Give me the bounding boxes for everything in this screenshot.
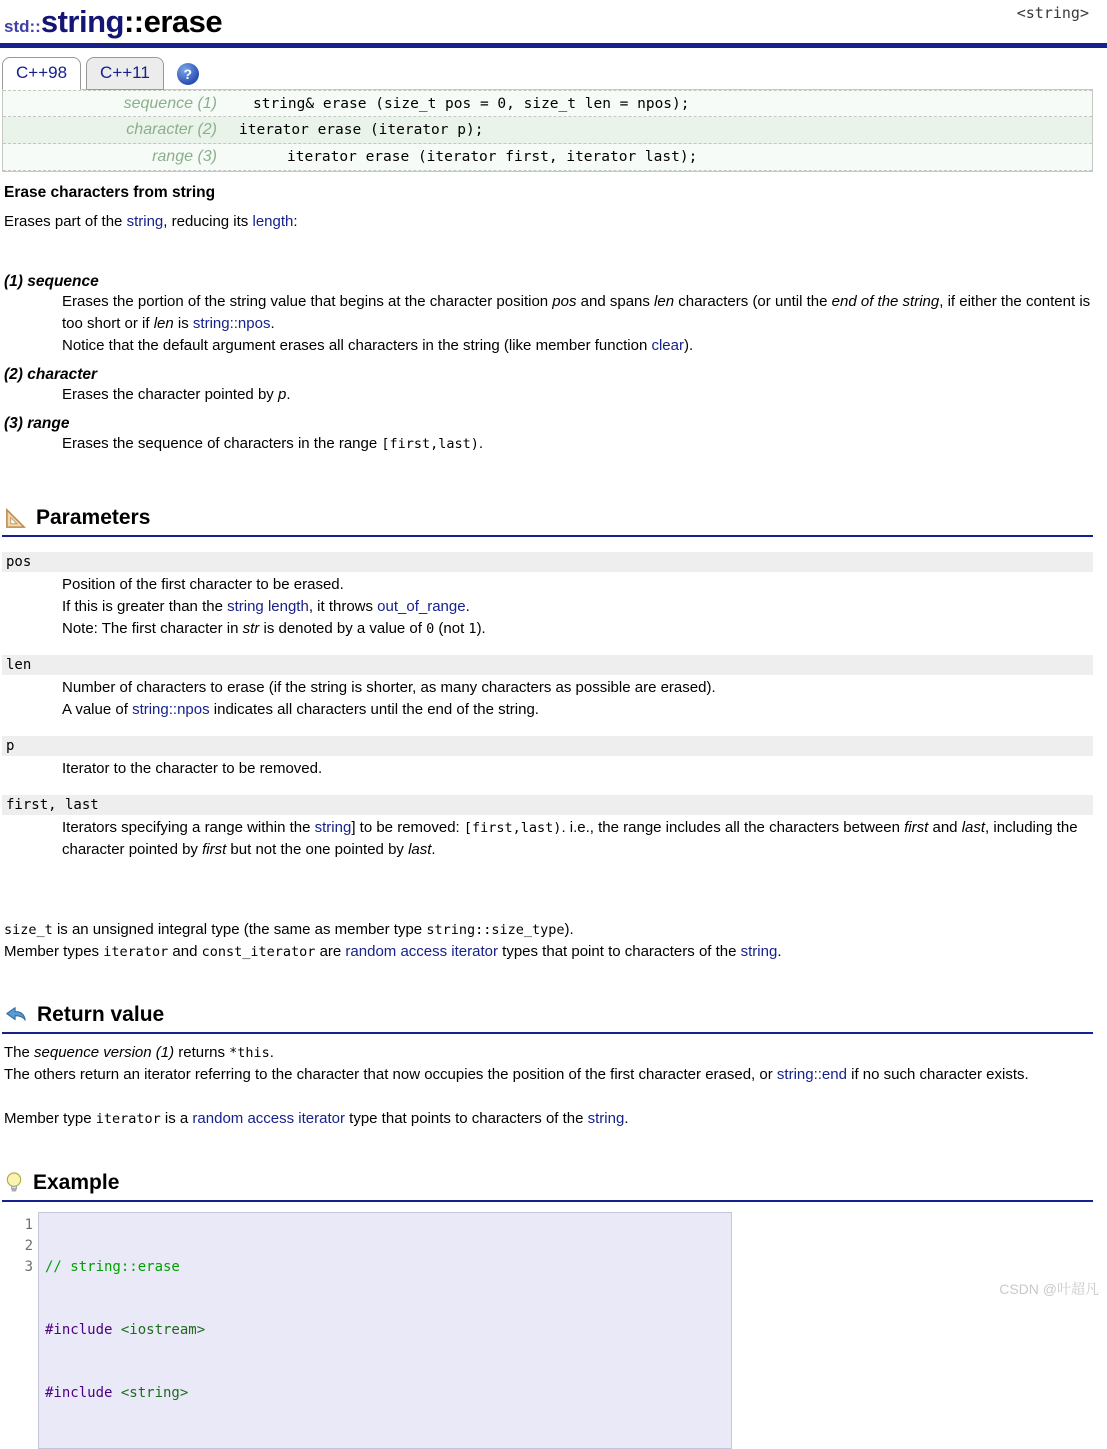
overload-body [62,433,1093,455]
inline-text: If this is greater than the [62,598,228,615]
csdn-watermark: CSDN @叶超凡 [999,1281,1099,1297]
overload-character [2,366,1093,406]
inline-text: but not the one pointed by [226,841,409,858]
inline-text: if no such character exists. [846,1066,1029,1083]
param-desc [62,677,1093,721]
inline-text: len [654,293,675,310]
inline-text: const_iterator [201,944,316,960]
inline-text: and spans [576,293,655,310]
inline-text: Erases part of the [4,213,127,230]
inline-text: 1 [468,621,477,637]
inline-text: Iterators specifying a range within the [62,819,315,836]
param-desc [62,758,1093,780]
param-desc-line [62,817,1093,861]
param-desc [62,574,1093,640]
declaration-box [2,89,1093,172]
inline-text: first [202,841,227,858]
inline-text: : [293,213,298,230]
line-number-gutter [2,1212,38,1449]
note-iterators [2,941,1093,963]
page-header [2,4,1093,40]
code-line [45,1320,725,1341]
code-line [45,1257,725,1278]
inline-text: first [904,819,929,836]
inline-text: p [277,386,287,403]
inline-text: last [961,819,986,836]
param-desc-line [62,618,1093,640]
declaration-label: sequence (1) [123,94,217,112]
overload-paragraph [62,335,1093,357]
inline-text: and [168,943,202,960]
inline-text: Member types [4,943,104,960]
inline-text: Position of the first character to be erased. [62,576,344,593]
inline-text: <iostream> [120,1322,206,1338]
overload-paragraph [62,433,1093,455]
inline-text: . [286,386,291,403]
parameter-list [2,552,1093,861]
inline-text: ). [683,337,694,354]
inline-link[interactable]: string::end [776,1066,847,1083]
inline-text: The others return an iterator referring to the character that now occupies the position of the first character erased, or [4,1066,777,1083]
inline-text: 0 [426,621,435,637]
inline-text: Notice that the default argument erases all characters in the string (like member function [62,337,652,354]
inline-text: <string> [120,1385,189,1401]
namespace-prefix: std:: [4,17,41,36]
inline-text: are [315,943,346,960]
section-title: Parameters [36,506,151,529]
inline-link[interactable]: out_of_range [377,598,466,615]
overload-sequence [2,273,1093,357]
inline-link[interactable]: string [126,213,164,230]
inline-text: Erases the portion of the string value that begins at the character position [62,293,553,310]
overload-range [2,415,1093,455]
parameters-heading [2,506,1093,537]
line-number: 3 [24,1259,33,1275]
inline-text: [first,last) [463,820,562,836]
param-desc-line [62,574,1093,596]
inline-text: . [624,1110,629,1127]
inline-text: #include [45,1322,121,1338]
inline-text: Erases the sequence of characters in the range [62,435,382,452]
inline-text: Erases the character pointed by [62,386,278,403]
declaration-row-sequence [3,90,1092,117]
param-name-len: len [2,655,1093,675]
overload-title: (1) sequence [4,273,99,290]
inline-text: Note: The first character in [62,620,243,637]
inline-text: end of the string [831,293,940,310]
header-divider [0,43,1107,48]
return-value-body [2,1042,1093,1130]
intro-paragraph [2,211,1093,233]
return-paragraph [2,1108,1093,1130]
return-paragraph [2,1042,1093,1064]
param-name-pos: pos [2,552,1093,572]
inline-text: , including the character pointed by [62,819,1078,858]
inline-link[interactable]: length [252,213,294,230]
example-code-block [2,1212,1093,1449]
inline-text: str [242,620,260,637]
inline-text: ). [564,921,574,938]
inline-text: sequence version (1) [34,1044,175,1061]
inline-link[interactable]: string [740,943,778,960]
version-tabs [2,53,1093,90]
declaration-code: iterator erase (iterator p); [239,122,484,138]
inline-text: . i.e., the range includes all the characters between [561,819,905,836]
inline-text: , if either the content is too short or if [62,293,1091,332]
tab-cpp11[interactable]: C++11 [86,57,164,90]
inline-link[interactable]: clear [651,337,684,354]
line-number: 1 [24,1217,33,1233]
line-number: 2 [24,1238,33,1254]
inline-text: type that points to characters of the [345,1110,588,1127]
inline-text: iterator [103,944,169,960]
overload-descriptions [2,273,1093,455]
inline-text: . [269,1044,274,1061]
param-desc-line [62,596,1093,618]
note-size-t [2,919,1093,941]
inline-text: size_t [4,922,53,938]
inline-link[interactable]: string length [227,598,309,615]
inline-text: Iterator to the character to be removed. [62,760,323,777]
inline-text: , reducing its [163,213,253,230]
inline-text: is [173,315,193,332]
blank-line [2,1086,1093,1108]
inline-text: string::size_type [426,922,565,938]
inline-text: . [465,598,470,615]
inline-text: , it throws [308,598,378,615]
page-title-member: ::erase [123,4,223,39]
example-heading [2,1171,1093,1202]
param-name-first-last: first, last [2,795,1093,815]
inline-text: . [478,435,484,452]
param-desc-line [62,699,1093,721]
code-box [38,1212,732,1449]
overload-title: (2) character [4,366,98,383]
declaration-label: range (3) [152,148,217,165]
inline-link[interactable]: string [314,819,352,836]
inline-text: iterator [95,1111,161,1127]
inline-text: pos [552,293,577,310]
declaration-row-range [3,144,1092,171]
param-desc-line [62,677,1093,699]
inline-text: is denoted by a value of [259,620,427,637]
inline-link[interactable]: string::npos [192,315,271,332]
inline-text: is a [160,1110,193,1127]
declaration-label: character (2) [126,121,217,138]
overload-title: (3) range [4,415,70,432]
inline-link[interactable]: string [587,1110,625,1127]
lightbulb-icon [4,1171,24,1195]
type-notes [2,919,1093,963]
declaration-code: iterator erase (iterator first, iterator last); [287,149,698,165]
inline-text: The [4,1044,35,1061]
inline-text: . [777,943,782,960]
inline-text: characters (or until the [674,293,832,310]
inline-text: [first,last) [381,436,479,452]
param-name-p: p [2,736,1093,756]
param-desc-line [62,758,1093,780]
overload-paragraph [62,291,1093,335]
section-title: Example [33,1171,120,1194]
tab-cpp98[interactable]: C++98 [2,57,81,90]
return-arrow-icon [4,1004,28,1026]
inline-text: and [928,819,962,836]
inline-link[interactable]: string::npos [132,701,210,718]
inline-text: indicates all characters until the end of the string. [209,701,539,718]
ruler-triangle-icon [4,507,27,530]
declaration-code: string& erase (size_t pos = 0, size_t len = npos); [253,95,690,112]
inline-text: Member type [4,1110,96,1127]
inline-text: . [270,315,275,332]
overload-body [62,291,1093,357]
overload-body [62,384,1093,406]
inline-text: A value of [62,701,133,718]
inline-text: len [153,315,174,332]
declaration-row-character [3,117,1092,144]
inline-text: // string::erase [45,1259,180,1275]
header-include-reference[interactable]: <string> [1016,4,1089,22]
page-title: string [40,4,124,39]
inline-text: (not [434,620,469,637]
inline-text: last [408,841,432,858]
param-desc [62,817,1093,861]
inline-text: types that point to characters of the [498,943,741,960]
help-icon[interactable]: ? [177,63,199,85]
inline-text: . [431,841,436,858]
inline-text: ). [476,620,486,637]
summary-title: Erase characters from string [4,184,216,201]
overload-paragraph [62,384,1093,406]
inline-text: Number of characters to erase (if the string is shorter, as many characters as possible are erased). [62,679,716,696]
section-title: Return value [37,1003,165,1026]
inline-text: is an unsigned integral type (the same as member type [52,921,427,938]
inline-link[interactable]: random access iterator [192,1110,345,1127]
return-value-heading [2,1003,1093,1034]
return-paragraph [2,1064,1093,1086]
inline-text: returns [174,1044,230,1061]
inline-link[interactable]: random access iterator [345,943,498,960]
inline-text: #include [45,1385,121,1401]
code-line [45,1383,725,1404]
inline-text: *this [229,1045,270,1061]
inline-text: ] to be removed: [351,819,464,836]
